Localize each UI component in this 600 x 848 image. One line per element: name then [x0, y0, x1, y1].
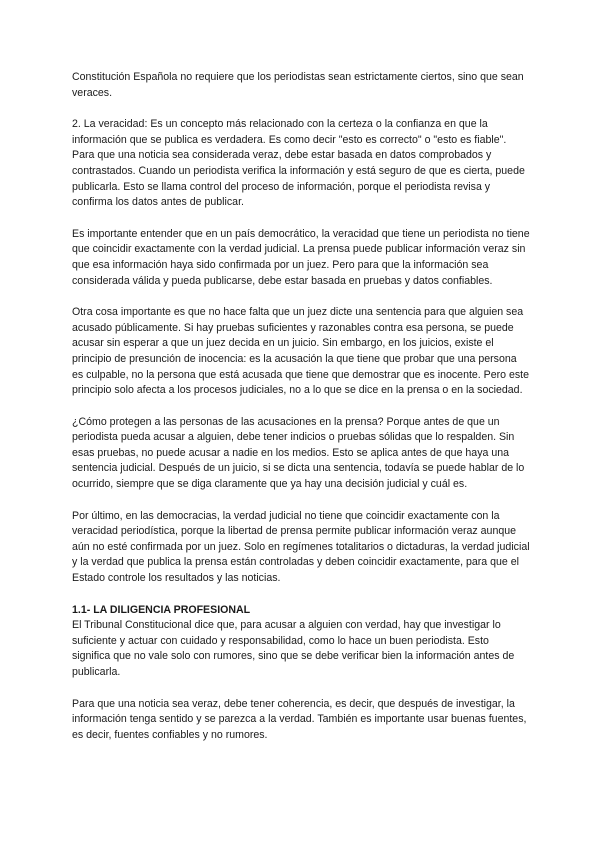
- paragraph-tribunal: El Tribunal Constitucional dice que, para acusar a alguien con verdad, hay que investigar lo suficiente y actuar con cuidado y responsabilidad, como lo hace un buen periodista. Esto significa que no vale solo con rumores, sino que se debe verificar bien la información antes de publicarla.: [72, 619, 515, 678]
- section-heading: 1.1- LA DILIGENCIA PROFESIONAL: [72, 603, 251, 616]
- paragraph-constitucion: Constitución Española no requiere que los periodistas sean estrictamente ciertos, sino que sean veraces.: [72, 71, 524, 99]
- paragraph-veracidad: 2. La veracidad: Es un concepto más relacionado con la certeza o la confianza en que la información que se publica es verdadera. Es como decir "esto es correcto" o "esto es fiable". Para que una noticia sea considerada veraz, debe estar basada en datos comprobados y contrastados. Cuando un periodista verifica la información y está seguro de que es cierta, puede publicarla. Esto se llama control del proceso de información, porque el periodista revisa y confirma los datos antes de publicar.: [72, 118, 525, 209]
- paragraph-acusacion-publica: Otra cosa importante es que no hace falta que un juez dicte una sentencia para que alguien sea acusado públicamente. Si hay pruebas suficientes y razonables contra esa persona, se puede acusar sin esperar a que un juez decida en un juicio. Sin embargo, en los juicios, existe el principio de presunción de inocencia: es la acusación la que tiene que probar que una persona es culpable, no la persona que está acusada que tiene que demostrar que es inocente. Pero este principio solo afecta a los procesos judiciales, no a lo que se dice en la prensa o en la sociedad.: [72, 306, 530, 397]
- paragraph-coherencia: Para que una noticia sea veraz, debe tener coherencia, es decir, que después de investigar, la información tenga sentido y se parezca a la verdad. También es importante usar buenas fuentes, es decir, fuentes confiables y no rumores.: [72, 697, 527, 741]
- paragraph-democracias: Por último, en las democracias, la verdad judicial no tiene que coincidir exactamente con la veracidad periodística, porque la libertad de prensa permite publicar información veraz aunque aún no esté confirmada por un juez. Solo en regímenes totalitarios o dictaduras, la verdad judicial y la verdad que publica la prensa están controladas y deben coincidir exactamente, para que el Estado controle los resultados y las noticias.: [72, 509, 530, 585]
- paragraph-proteccion-personas: ¿Cómo protegen a las personas de las acusaciones en la prensa? Porque antes de que un periodista pueda acusar a alguien, debe tener indicios o pruebas sólidas que lo respalden. Sin esas pruebas, no puede acusar a nadie en los medios. Esto se aplica antes de que haya una sentencia judicial. Después de un juicio, si se dicta una sentencia, todavía se puede hablar de lo ocurrido, siempre que se diga claramente que ya hay una decisión judicial y cuál es.: [72, 415, 525, 491]
- paragraph-pais-democratico: Es importante entender que en un país democrático, la veracidad que tiene un periodista no tiene que coincidir exactamente con la verdad judicial. La prensa puede publicar información veraz sin que esa información haya sido confirmada por un juez. Pero para que la información sea considerada válida y pueda publicarse, debe estar basada en pruebas y datos confiables.: [72, 227, 530, 287]
